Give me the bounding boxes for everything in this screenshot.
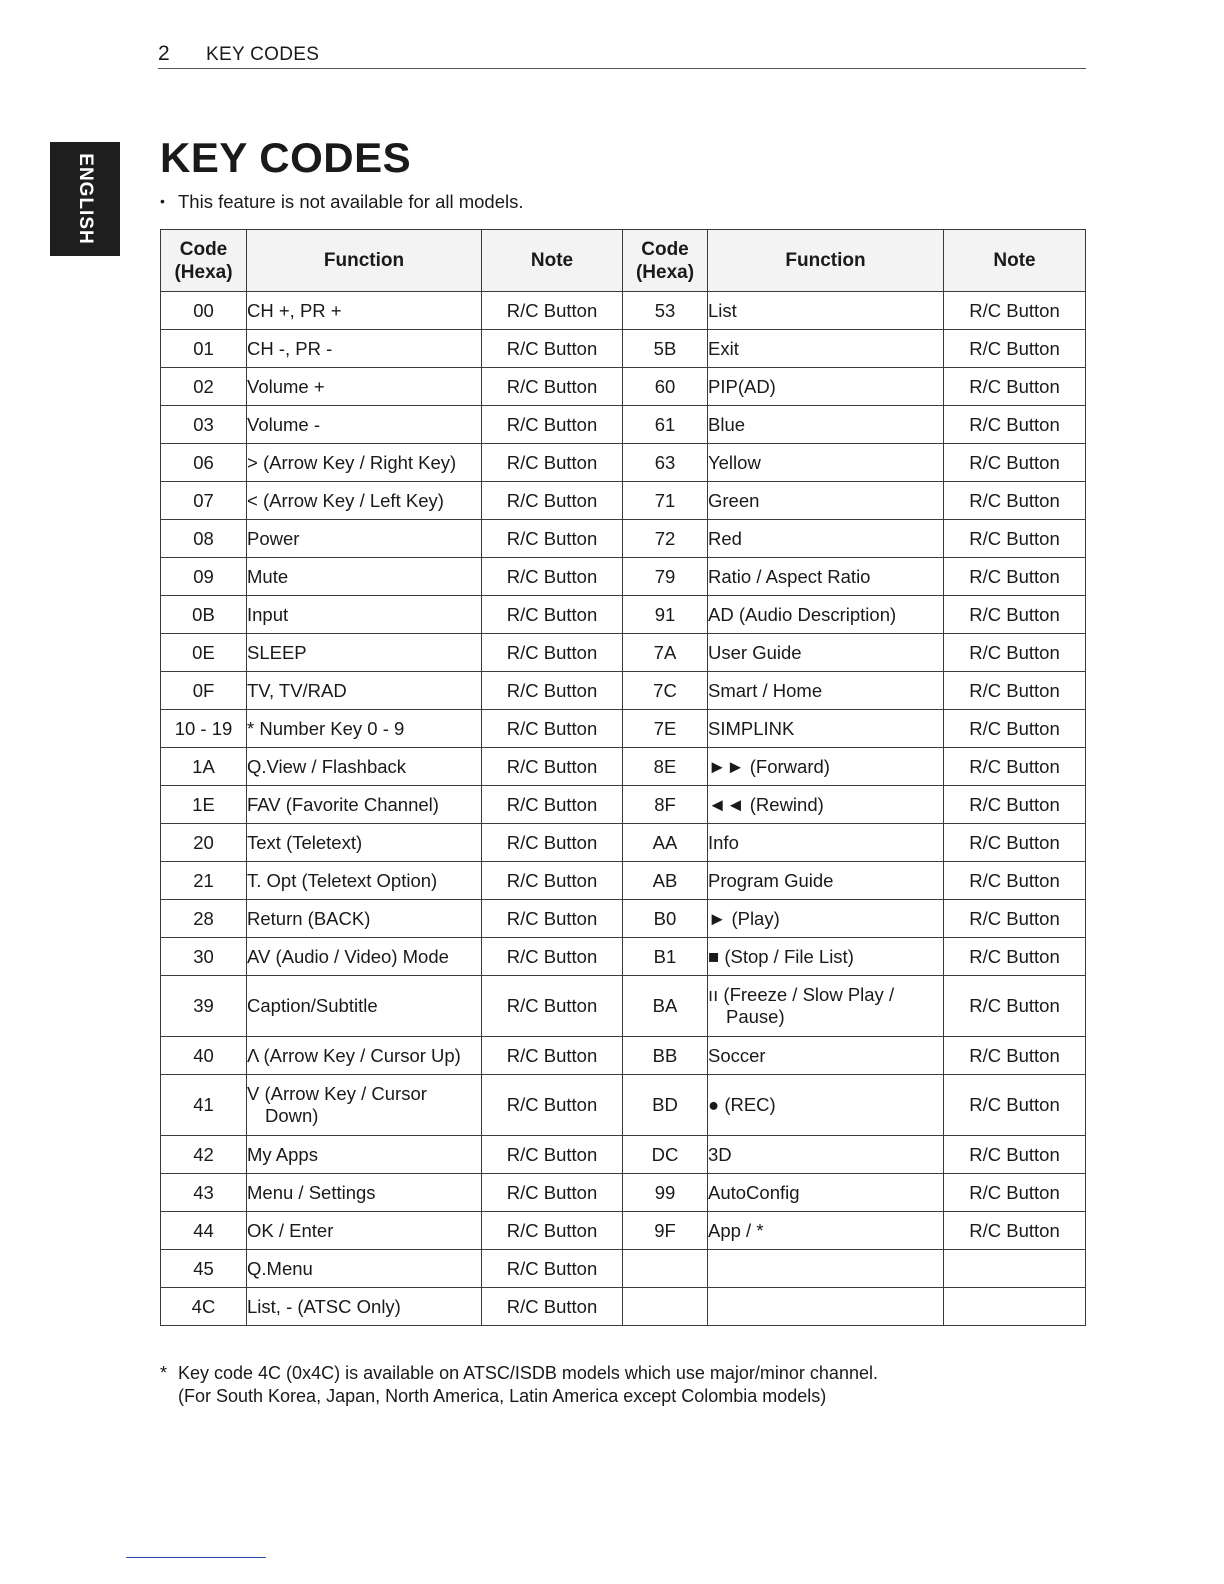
function-text: TV, TV/RAD xyxy=(247,679,347,701)
note-cell: R/C Button xyxy=(482,1136,623,1174)
note-cell: R/C Button xyxy=(944,938,1086,976)
function-text: Return (BACK) xyxy=(247,907,371,929)
function-text: SLEEP xyxy=(247,641,307,663)
code-cell: BA xyxy=(623,976,708,1037)
table-row xyxy=(161,1037,1086,1075)
code-cell: 41 xyxy=(161,1075,247,1136)
note-cell: R/C Button xyxy=(482,748,623,786)
code-cell: 08 xyxy=(161,520,247,558)
table-row xyxy=(161,976,1086,1037)
function-text: Power xyxy=(247,527,300,549)
function-text: Input xyxy=(247,603,289,625)
function-text: FAV (Favorite Channel) xyxy=(247,793,439,815)
column-header-note: Note xyxy=(944,230,1086,292)
function-cell xyxy=(247,786,482,824)
code-cell: 99 xyxy=(623,1174,708,1212)
function-cell xyxy=(708,1212,944,1250)
function-cell xyxy=(247,406,482,444)
function-text: ■ (Stop / File List) xyxy=(708,945,854,967)
function-cell xyxy=(708,900,944,938)
note-cell: R/C Button xyxy=(944,406,1086,444)
function-cell xyxy=(247,1075,482,1136)
function-cell xyxy=(247,672,482,710)
note-cell: R/C Button xyxy=(482,596,623,634)
function-text: ►► (Forward) xyxy=(708,755,830,777)
function-text: Info xyxy=(708,831,739,853)
function-text: AD (Audio Description) xyxy=(708,603,897,625)
footnote-line-2: (For South Korea, Japan, North America, Latin America except Colombia models) xyxy=(178,1386,827,1406)
code-cell: 72 xyxy=(623,520,708,558)
function-text: > (Arrow Key / Right Key) xyxy=(247,451,457,473)
code-cell: AB xyxy=(623,862,708,900)
table-row xyxy=(161,330,1086,368)
table-header-row xyxy=(161,230,1086,292)
code-cell: 61 xyxy=(623,406,708,444)
function-text: ıı (Freeze / Slow Play / Pause) xyxy=(708,984,895,1027)
note-cell: R/C Button xyxy=(944,786,1086,824)
function-cell xyxy=(708,862,944,900)
table-row xyxy=(161,824,1086,862)
code-cell: BB xyxy=(623,1037,708,1075)
code-cell: 28 xyxy=(161,900,247,938)
function-text: Q.View / Flashback xyxy=(247,755,407,777)
table-row xyxy=(161,900,1086,938)
code-cell xyxy=(623,1250,708,1288)
function-cell xyxy=(708,1250,944,1288)
table-row xyxy=(161,1136,1086,1174)
function-text: < (Arrow Key / Left Key) xyxy=(247,489,444,511)
note-cell: R/C Button xyxy=(482,1037,623,1075)
function-text: My Apps xyxy=(247,1143,318,1165)
function-cell xyxy=(247,368,482,406)
code-cell: 06 xyxy=(161,444,247,482)
function-cell xyxy=(708,482,944,520)
code-cell: 1E xyxy=(161,786,247,824)
code-cell: 01 xyxy=(161,330,247,368)
function-cell xyxy=(708,976,944,1037)
function-cell xyxy=(708,1288,944,1326)
function-cell xyxy=(708,444,944,482)
table-row xyxy=(161,634,1086,672)
function-cell xyxy=(247,482,482,520)
note-cell: R/C Button xyxy=(944,1174,1086,1212)
function-cell xyxy=(708,634,944,672)
bullet-icon: • xyxy=(160,193,165,209)
code-cell: 42 xyxy=(161,1136,247,1174)
function-cell xyxy=(708,824,944,862)
note-cell xyxy=(944,1250,1086,1288)
function-text: T. Opt (Teletext Option) xyxy=(247,869,438,891)
function-cell xyxy=(708,406,944,444)
code-cell: B1 xyxy=(623,938,708,976)
note-cell: R/C Button xyxy=(944,444,1086,482)
function-cell xyxy=(247,596,482,634)
code-cell: 0E xyxy=(161,634,247,672)
function-cell xyxy=(247,634,482,672)
table-row xyxy=(161,558,1086,596)
note-cell: R/C Button xyxy=(944,520,1086,558)
function-cell xyxy=(247,1212,482,1250)
code-cell: 4C xyxy=(161,1288,247,1326)
function-cell xyxy=(708,1174,944,1212)
table-row xyxy=(161,1075,1086,1136)
function-text: AutoConfig xyxy=(708,1181,800,1203)
code-cell: 8E xyxy=(623,748,708,786)
note-cell: R/C Button xyxy=(944,1037,1086,1075)
note-cell: R/C Button xyxy=(482,862,623,900)
code-cell: 30 xyxy=(161,938,247,976)
function-cell xyxy=(247,976,482,1037)
code-cell: 60 xyxy=(623,368,708,406)
function-cell xyxy=(247,1288,482,1326)
code-cell: 7C xyxy=(623,672,708,710)
code-cell: 44 xyxy=(161,1212,247,1250)
function-text: Text (Teletext) xyxy=(247,831,363,853)
function-cell xyxy=(708,938,944,976)
footnote-text-1: Key code 4C (0x4C) is available on ATSC/ISDB models which use major/minor channel. xyxy=(178,1363,878,1383)
function-text: * Number Key 0 - 9 xyxy=(247,717,405,739)
function-cell xyxy=(247,862,482,900)
table-row xyxy=(161,596,1086,634)
table-row xyxy=(161,444,1086,482)
code-cell: AA xyxy=(623,824,708,862)
code-cell: 03 xyxy=(161,406,247,444)
function-cell xyxy=(247,1037,482,1075)
table-body xyxy=(161,292,1086,1326)
function-cell xyxy=(247,330,482,368)
table-row xyxy=(161,406,1086,444)
function-text: Blue xyxy=(708,413,746,435)
table-row xyxy=(161,520,1086,558)
column-header-function: Function xyxy=(708,230,944,292)
function-text: AV (Audio / Video) Mode xyxy=(247,945,449,967)
code-cell: 10 - 19 xyxy=(161,710,247,748)
function-text: Q.Menu xyxy=(247,1257,313,1279)
function-text: App / * xyxy=(708,1219,764,1241)
code-cell: 8F xyxy=(623,786,708,824)
table-row xyxy=(161,938,1086,976)
function-text: Soccer xyxy=(708,1044,766,1066)
note-cell: R/C Button xyxy=(482,824,623,862)
availability-note-text: This feature is not available for all models. xyxy=(178,191,524,212)
function-cell xyxy=(708,558,944,596)
page-title: KEY CODES xyxy=(160,134,412,181)
code-cell: 79 xyxy=(623,558,708,596)
function-cell xyxy=(708,710,944,748)
code-cell: 91 xyxy=(623,596,708,634)
function-text: Mute xyxy=(247,565,289,587)
note-cell: R/C Button xyxy=(944,330,1086,368)
footnote-star: * xyxy=(160,1363,168,1383)
table-row xyxy=(161,1174,1086,1212)
function-text: ► (Play) xyxy=(708,907,780,929)
note-cell: R/C Button xyxy=(944,1075,1086,1136)
function-cell xyxy=(708,672,944,710)
function-cell xyxy=(708,1136,944,1174)
note-cell: R/C Button xyxy=(482,1075,623,1136)
table-row xyxy=(161,748,1086,786)
note-cell: R/C Button xyxy=(944,596,1086,634)
function-text: CH -, PR - xyxy=(247,337,333,359)
note-cell: R/C Button xyxy=(482,634,623,672)
note-cell: R/C Button xyxy=(482,482,623,520)
code-cell: 40 xyxy=(161,1037,247,1075)
code-cell: 0F xyxy=(161,672,247,710)
note-cell: R/C Button xyxy=(944,292,1086,330)
column-header-code: Code (Hexa) xyxy=(623,230,708,292)
function-text: Menu / Settings xyxy=(247,1181,376,1203)
code-cell: 53 xyxy=(623,292,708,330)
bottom-rule xyxy=(126,1557,266,1558)
function-cell xyxy=(708,292,944,330)
function-cell xyxy=(247,558,482,596)
language-tab-label: ENGLISH xyxy=(75,153,96,245)
column-header-note: Note xyxy=(482,230,623,292)
function-cell xyxy=(708,368,944,406)
note-cell: R/C Button xyxy=(482,1288,623,1326)
function-text: Smart / Home xyxy=(708,679,823,701)
note-cell: R/C Button xyxy=(482,368,623,406)
function-text: Exit xyxy=(708,337,739,359)
language-tab xyxy=(50,142,120,256)
code-cell: 7A xyxy=(623,634,708,672)
function-text: Red xyxy=(708,527,742,549)
note-cell: R/C Button xyxy=(482,976,623,1037)
table-row xyxy=(161,672,1086,710)
function-cell xyxy=(247,748,482,786)
code-cell: 09 xyxy=(161,558,247,596)
function-cell xyxy=(708,596,944,634)
code-cell: 43 xyxy=(161,1174,247,1212)
note-cell: R/C Button xyxy=(482,1212,623,1250)
function-text: Program Guide xyxy=(708,869,834,891)
note-cell: R/C Button xyxy=(482,1250,623,1288)
note-cell: R/C Button xyxy=(482,558,623,596)
function-text: Yellow xyxy=(708,451,761,473)
table-row xyxy=(161,1212,1086,1250)
page-number: 2 xyxy=(158,42,170,65)
code-cell: 9F xyxy=(623,1212,708,1250)
function-text: CH +, PR + xyxy=(247,299,342,321)
code-cell: B0 xyxy=(623,900,708,938)
function-cell xyxy=(708,748,944,786)
function-cell xyxy=(708,330,944,368)
function-cell xyxy=(247,1174,482,1212)
code-cell: 63 xyxy=(623,444,708,482)
note-cell: R/C Button xyxy=(482,292,623,330)
note-cell: R/C Button xyxy=(944,900,1086,938)
table-row xyxy=(161,710,1086,748)
code-cell: 5B xyxy=(623,330,708,368)
availability-note xyxy=(160,191,524,213)
function-cell xyxy=(247,444,482,482)
function-text: SIMPLINK xyxy=(708,717,795,739)
note-cell: R/C Button xyxy=(482,444,623,482)
code-cell: DC xyxy=(623,1136,708,1174)
footnote-line-1 xyxy=(160,1362,878,1385)
note-cell: R/C Button xyxy=(944,672,1086,710)
note-cell: R/C Button xyxy=(482,1174,623,1212)
function-text: Volume - xyxy=(247,413,321,435)
table-row xyxy=(161,1250,1086,1288)
table-row xyxy=(161,482,1086,520)
note-cell: R/C Button xyxy=(944,368,1086,406)
function-text: Green xyxy=(708,489,760,511)
code-cell: 39 xyxy=(161,976,247,1037)
function-text: ● (REC) xyxy=(708,1094,776,1115)
column-header-code: Code (Hexa) xyxy=(161,230,247,292)
function-cell xyxy=(708,1037,944,1075)
note-cell: R/C Button xyxy=(944,862,1086,900)
note-cell: R/C Button xyxy=(482,406,623,444)
code-cell: 02 xyxy=(161,368,247,406)
function-text: User Guide xyxy=(708,641,802,663)
note-cell: R/C Button xyxy=(944,558,1086,596)
table-row xyxy=(161,862,1086,900)
function-text: List, - (ATSC Only) xyxy=(247,1295,401,1317)
code-cell: BD xyxy=(623,1075,708,1136)
note-cell: R/C Button xyxy=(482,520,623,558)
function-text: Volume + xyxy=(247,375,325,397)
function-text: Caption/Subtitle xyxy=(247,995,378,1016)
code-cell: 45 xyxy=(161,1250,247,1288)
note-cell: R/C Button xyxy=(482,786,623,824)
code-cell: 20 xyxy=(161,824,247,862)
note-cell: R/C Button xyxy=(482,672,623,710)
function-cell xyxy=(247,292,482,330)
note-cell: R/C Button xyxy=(944,748,1086,786)
running-title: KEY CODES xyxy=(206,44,320,65)
function-cell xyxy=(247,1136,482,1174)
note-cell: R/C Button xyxy=(482,938,623,976)
function-text: 3D xyxy=(708,1143,732,1165)
function-text: OK / Enter xyxy=(247,1219,334,1241)
note-cell: R/C Button xyxy=(944,634,1086,672)
code-cell: 21 xyxy=(161,862,247,900)
function-text: ◄◄ (Rewind) xyxy=(708,793,824,815)
table-row xyxy=(161,292,1086,330)
table-row xyxy=(161,1288,1086,1326)
table-row xyxy=(161,786,1086,824)
note-cell: R/C Button xyxy=(482,330,623,368)
code-cell: 00 xyxy=(161,292,247,330)
note-cell: R/C Button xyxy=(482,900,623,938)
function-cell xyxy=(247,1250,482,1288)
function-text: Ratio / Aspect Ratio xyxy=(708,565,871,587)
note-cell: R/C Button xyxy=(944,976,1086,1037)
function-cell xyxy=(708,1075,944,1136)
function-cell xyxy=(247,710,482,748)
code-cell: 71 xyxy=(623,482,708,520)
note-cell: R/C Button xyxy=(944,482,1086,520)
note-cell: R/C Button xyxy=(482,710,623,748)
function-cell xyxy=(247,938,482,976)
function-cell xyxy=(708,520,944,558)
function-text: V (Arrow Key / Cursor Down) xyxy=(247,1083,427,1126)
note-cell: R/C Button xyxy=(944,1212,1086,1250)
code-cell xyxy=(623,1288,708,1326)
function-cell xyxy=(708,786,944,824)
function-cell xyxy=(247,520,482,558)
key-codes-table xyxy=(160,229,1086,1326)
function-text: List xyxy=(708,299,737,321)
code-cell: 0B xyxy=(161,596,247,634)
code-cell: 7E xyxy=(623,710,708,748)
note-cell xyxy=(944,1288,1086,1326)
table-row xyxy=(161,368,1086,406)
note-cell: R/C Button xyxy=(944,824,1086,862)
function-cell xyxy=(247,824,482,862)
column-header-function: Function xyxy=(247,230,482,292)
code-cell: 1A xyxy=(161,748,247,786)
function-text: PIP(AD) xyxy=(708,375,776,397)
note-cell: R/C Button xyxy=(944,710,1086,748)
function-text: Λ (Arrow Key / Cursor Up) xyxy=(247,1044,461,1066)
function-cell xyxy=(247,900,482,938)
footnote xyxy=(160,1362,878,1408)
code-cell: 07 xyxy=(161,482,247,520)
running-header xyxy=(158,42,1086,69)
note-cell: R/C Button xyxy=(944,1136,1086,1174)
